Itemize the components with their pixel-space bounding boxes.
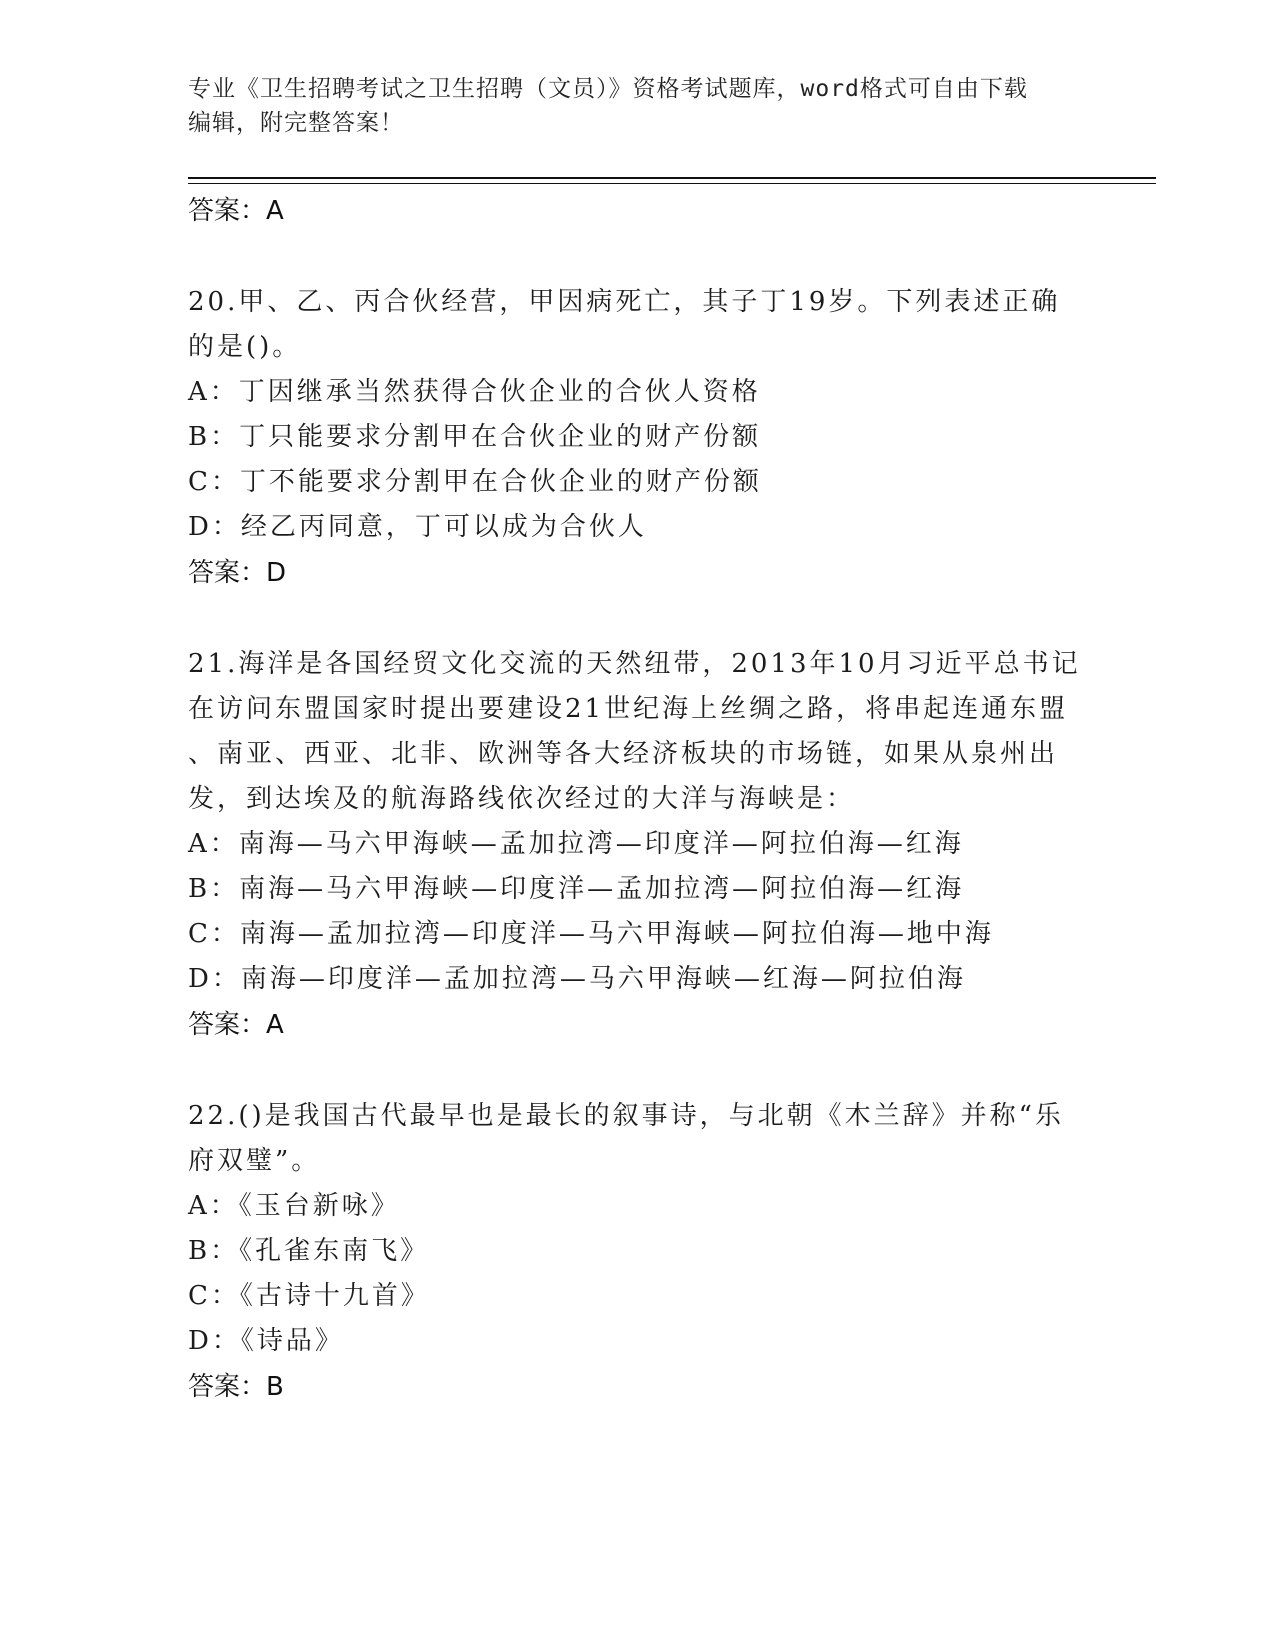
stem-line: 22.()是我国古代最早也是最长的叙事诗，与北朝《木兰辞》并称“乐 [188, 1101, 1064, 1131]
answer: 答案：A [188, 1010, 284, 1040]
option-b: B：丁只能要求分割甲在合伙企业的财产份额 [188, 422, 762, 452]
header-line-1: 专业《卫生招聘考试之卫生招聘（文员）》资格考试题库，word格式可自由下载 [188, 76, 1028, 102]
answer: 答案：B [188, 1372, 284, 1402]
question-20 [188, 280, 1148, 596]
question-stem [188, 280, 1148, 370]
question-22 [188, 1094, 1148, 1410]
option-d: D：南海—印度洋—孟加拉湾—马六甲海峡—红海—阿拉伯海 [188, 964, 966, 994]
question-stem [188, 1094, 1148, 1184]
header-rule-thick [188, 177, 1156, 179]
option-a: A：丁因继承当然获得合伙企业的合伙人资格 [188, 377, 761, 407]
option-a: A：南海—马六甲海峡—孟加拉湾—印度洋—阿拉伯海—红海 [188, 829, 964, 859]
stem-line: 的是()。 [188, 332, 302, 362]
question-list [188, 188, 1148, 1410]
option-b: B：《孔雀东南飞》 [188, 1236, 430, 1266]
previous-answer: 答案：A [188, 196, 284, 226]
stem-line: 20.甲、乙、丙合伙经营，甲因病死亡，其子丁19岁。下列表述正确 [188, 287, 1061, 317]
option-c: C：南海—孟加拉湾—印度洋—马六甲海峡—阿拉伯海—地中海 [188, 919, 994, 949]
option-c: C：丁不能要求分割甲在合伙企业的财产份额 [188, 467, 762, 497]
option-b: B：南海—马六甲海峡—印度洋—孟加拉湾—阿拉伯海—红海 [188, 874, 965, 904]
header-rule-thin [188, 183, 1156, 184]
stem-line: 、南亚、西亚、北非、欧洲等各大经济板块的市场链，如果从泉州出 [188, 739, 1059, 769]
stem-line: 发，到达埃及的航海路线依次经过的大洋与海峡是： [188, 784, 856, 814]
option-c: C：《古诗十九首》 [188, 1281, 430, 1311]
option-d: D：《诗品》 [188, 1326, 344, 1356]
header-line-2: 编辑，附完整答案！ [188, 110, 404, 136]
stem-line: 府双璧”。 [188, 1146, 321, 1176]
stem-line: 在访问东盟国家时提出要建设21世纪海上丝绸之路，将串起连通东盟 [188, 694, 1069, 724]
page-header [188, 72, 1068, 140]
stem-line: 21.海洋是各国经贸文化交流的天然纽带，2013年10月习近平总书记 [188, 649, 1081, 679]
option-d: D：经乙丙同意，丁可以成为合伙人 [188, 512, 647, 542]
answer: 答案：D [188, 558, 287, 588]
question-stem [188, 642, 1148, 822]
question-21 [188, 642, 1148, 1048]
option-a: A：《玉台新咏》 [188, 1191, 400, 1221]
